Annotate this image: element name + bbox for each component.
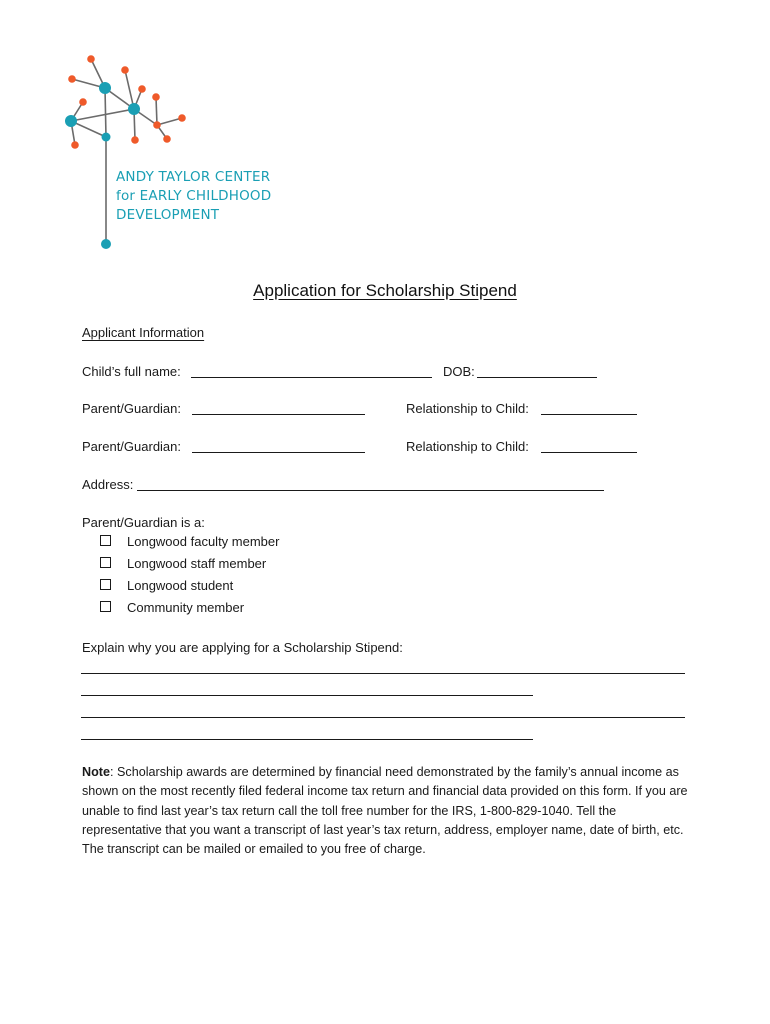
center-logo-icon bbox=[55, 45, 195, 260]
student-checkbox[interactable] bbox=[100, 579, 111, 590]
explain-line-4[interactable] bbox=[81, 739, 533, 740]
child-name-label: Child’s full name: bbox=[82, 364, 181, 379]
explain-line-1[interactable] bbox=[81, 673, 685, 674]
logo-line-2-prefix: for bbox=[116, 188, 136, 204]
parent-type-label: Parent/Guardian is a: bbox=[82, 515, 205, 530]
option-student-label: Longwood student bbox=[127, 578, 234, 593]
logo-line-1: ANDY TAYLOR CENTER bbox=[116, 169, 271, 185]
note-label: Note bbox=[82, 765, 110, 779]
address-label: Address: bbox=[82, 477, 134, 492]
applicant-section-heading: Applicant Information bbox=[82, 325, 205, 340]
relationship1-label: Relationship to Child: bbox=[406, 401, 529, 416]
option-community[interactable] bbox=[100, 600, 244, 615]
option-student[interactable] bbox=[100, 578, 233, 593]
parent1-field[interactable] bbox=[192, 414, 365, 415]
logo-line-2-rest: EARLY CHILDHOOD bbox=[139, 188, 272, 204]
dob-label: DOB: bbox=[443, 364, 475, 379]
relationship2-label: Relationship to Child: bbox=[406, 439, 529, 454]
staff-checkbox[interactable] bbox=[100, 557, 111, 568]
explain-line-3[interactable] bbox=[81, 717, 685, 718]
logo-line-2 bbox=[116, 187, 271, 206]
option-faculty-label: Longwood faculty member bbox=[127, 534, 280, 549]
parent1-label: Parent/Guardian: bbox=[82, 401, 182, 416]
logo-line-3: DEVELOPMENT bbox=[116, 207, 220, 223]
relationship2-field[interactable] bbox=[541, 452, 637, 453]
dob-field[interactable] bbox=[477, 377, 597, 378]
note-text: : Scholarship awards are determined by financial need demonstrated by the family’s annual income as shown on the most recently filed federal income tax return and financial data provided on this form. If you are unable to find last year’s tax return call the toll free number for the IRS, 1-800-829-1040. Tell the representative that you want a transcript of last year’s tax return, address, employer name, date of birth, etc. The transcript can be mailed or emailed to you free of charge. bbox=[82, 765, 688, 857]
note-paragraph bbox=[82, 763, 692, 859]
logo-wordmark bbox=[116, 168, 271, 225]
parent2-label: Parent/Guardian: bbox=[82, 439, 182, 454]
community-checkbox[interactable] bbox=[100, 601, 111, 612]
option-staff-label: Longwood staff member bbox=[127, 556, 267, 571]
explain-label: Explain why you are applying for a Scholarship Stipend: bbox=[82, 640, 403, 655]
explain-line-2[interactable] bbox=[81, 695, 533, 696]
child-name-field[interactable] bbox=[191, 377, 432, 378]
faculty-checkbox[interactable] bbox=[100, 535, 111, 546]
relationship1-field[interactable] bbox=[541, 414, 637, 415]
parent2-field[interactable] bbox=[192, 452, 365, 453]
option-staff[interactable] bbox=[100, 556, 266, 571]
option-faculty[interactable] bbox=[100, 534, 279, 549]
address-field[interactable] bbox=[137, 490, 604, 491]
page-title: Application for Scholarship Stipend bbox=[253, 281, 517, 300]
option-community-label: Community member bbox=[127, 600, 245, 615]
